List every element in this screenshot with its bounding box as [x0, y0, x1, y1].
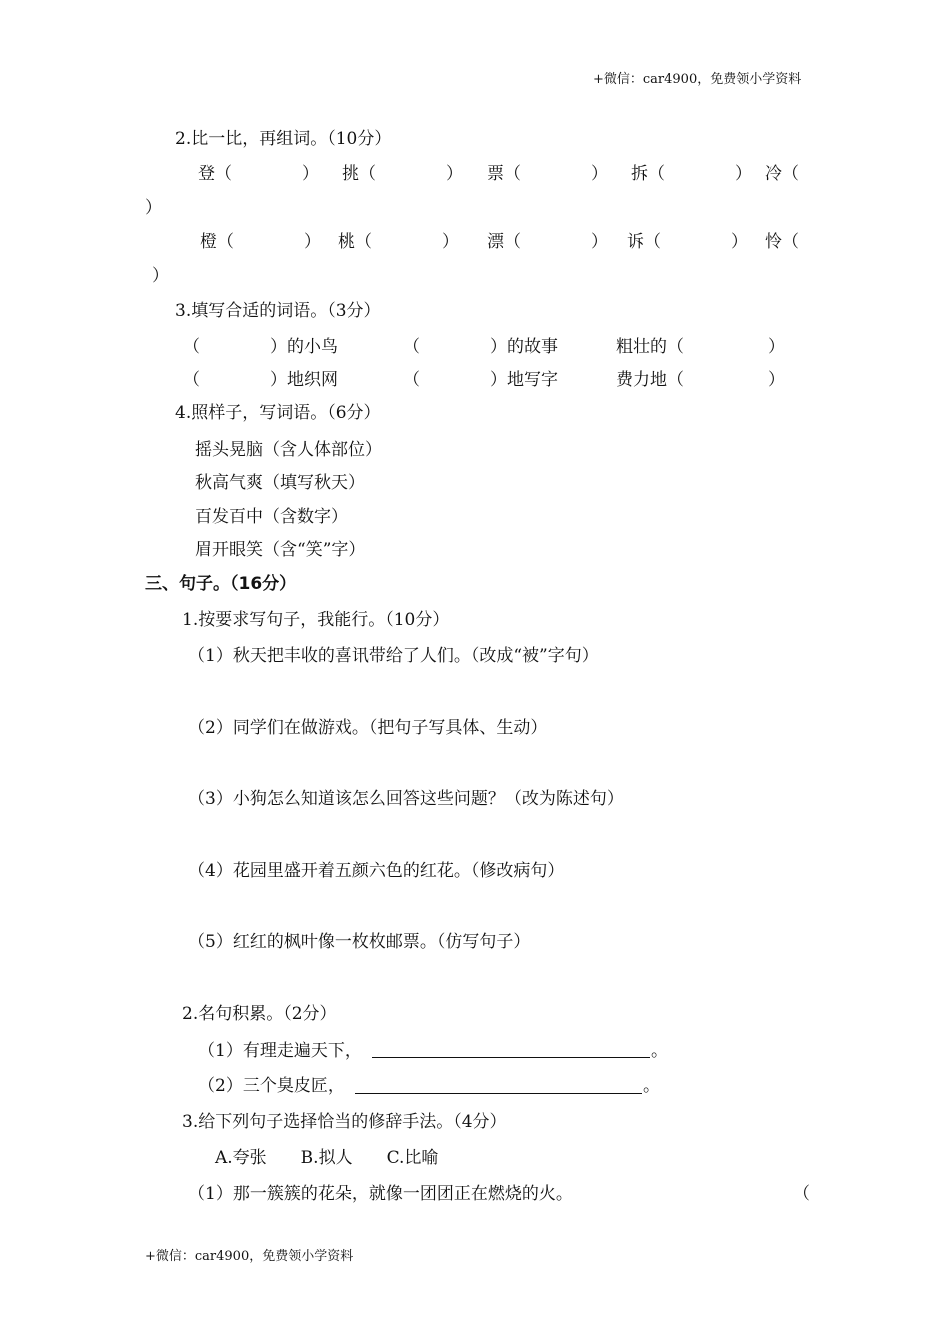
q4-item-1: 摇头晃脑（含人体部位）: [195, 440, 382, 460]
q2-title: 2.比一比，再组词。（10分）: [175, 129, 392, 149]
q3-r1-c2: （: [403, 337, 420, 357]
q3-r1-c1: ）的小鸟: [270, 337, 338, 357]
s3-1-item-3: （3）小狗怎么知道该怎么回答这些问题？（改为陈述句）: [188, 789, 624, 809]
q2-r2-c6: 诉（: [627, 232, 661, 252]
section3-title: 三、句子。（16分）: [145, 574, 297, 594]
q2-r1-c3: ）: [446, 164, 463, 184]
q2-r1-c0: 登（: [198, 164, 232, 184]
s3-2-item-1-suffix: 。: [651, 1041, 668, 1061]
s3-2-item-1-blank[interactable]: [372, 1057, 650, 1058]
q3-r1-c5: ）: [768, 337, 785, 357]
s3-3-title: 3.给下列句子选择恰当的修辞手法。（4分）: [182, 1112, 507, 1132]
q3-r2-c2: （: [403, 370, 420, 390]
q2-r2-c4: 漂（: [487, 232, 521, 252]
q2-r1-c6: 拆（: [631, 164, 665, 184]
s3-1-title: 1.按要求写句子，我能行。（10分）: [182, 610, 450, 630]
q4-item-3: 百发百中（含数字）: [195, 507, 348, 527]
q2-r2-c1: ）: [304, 232, 321, 252]
s3-2-item-1-prefix: （1）有理走遍天下，: [198, 1041, 362, 1061]
q2-r1-c8: 冷（: [765, 164, 799, 184]
q3-r2-c4: 费力地（: [616, 370, 684, 390]
q3-r2-c0: （: [183, 370, 200, 390]
footer-watermark: +微信：car4900，免费领小学资料: [145, 1249, 354, 1264]
q2-r2-c3: ）: [442, 232, 459, 252]
s3-3-item-1-paren: （: [793, 1184, 810, 1204]
q2-r1-c1: ）: [302, 164, 319, 184]
q4-item-4: 眉开眼笑（含“笑”字）: [195, 540, 366, 560]
q3-r2-c1: ）地织网: [270, 370, 338, 390]
q2-r2-c0: 橙（: [200, 232, 234, 252]
s3-2-item-2-prefix: （2）三个臭皮匠，: [198, 1076, 345, 1096]
q2-r2-c7: ）: [731, 232, 748, 252]
q2-r1-wrap: ）: [145, 198, 162, 218]
s3-2-item-2-blank[interactable]: [355, 1093, 642, 1094]
q2-r1-c7: ）: [735, 164, 752, 184]
q4-title: 4.照样子，写词语。（6分）: [175, 403, 381, 423]
s3-1-item-2: （2）同学们在做游戏。（把句子写具体、生动）: [188, 718, 548, 738]
q3-r1-c0: （: [183, 337, 200, 357]
q3-r1-c3: ）的故事: [490, 337, 558, 357]
s3-3-options: A.夸张 B.拟人 C.比喻: [215, 1148, 439, 1168]
q3-r2-c5: ）: [768, 370, 785, 390]
header-watermark: +微信：car4900，免费领小学资料: [593, 72, 802, 87]
q2-r1-c5: ）: [591, 164, 608, 184]
q2-r1-c4: 票（: [487, 164, 521, 184]
q2-r2-wrap: ）: [152, 266, 169, 286]
s3-1-item-4: （4）花园里盛开着五颜六色的红花。（修改病句）: [188, 861, 565, 881]
q2-r2-c2: 桃（: [338, 232, 372, 252]
q3-title: 3.填写合适的词语。（3分）: [175, 301, 381, 321]
q3-r2-c3: ）地写字: [490, 370, 558, 390]
s3-2-item-2-suffix: 。: [643, 1076, 660, 1096]
q2-r2-c8: 怜（: [765, 232, 799, 252]
q3-r1-c4: 粗壮的（: [616, 337, 684, 357]
q4-item-2: 秋高气爽（填写秋天）: [195, 473, 365, 493]
s3-1-item-5: （5）红红的枫叶像一枚枚邮票。（仿写句子）: [188, 932, 531, 952]
q2-r1-c2: 挑（: [342, 164, 376, 184]
s3-3-item-1: （1）那一簇簇的花朵，就像一团团正在燃烧的火。: [188, 1184, 573, 1204]
q2-r2-c5: ）: [591, 232, 608, 252]
s3-1-item-1: （1）秋天把丰收的喜讯带给了人们。（改成“被”字句）: [188, 646, 599, 666]
s3-2-title: 2.名句积累。（2分）: [182, 1004, 337, 1024]
